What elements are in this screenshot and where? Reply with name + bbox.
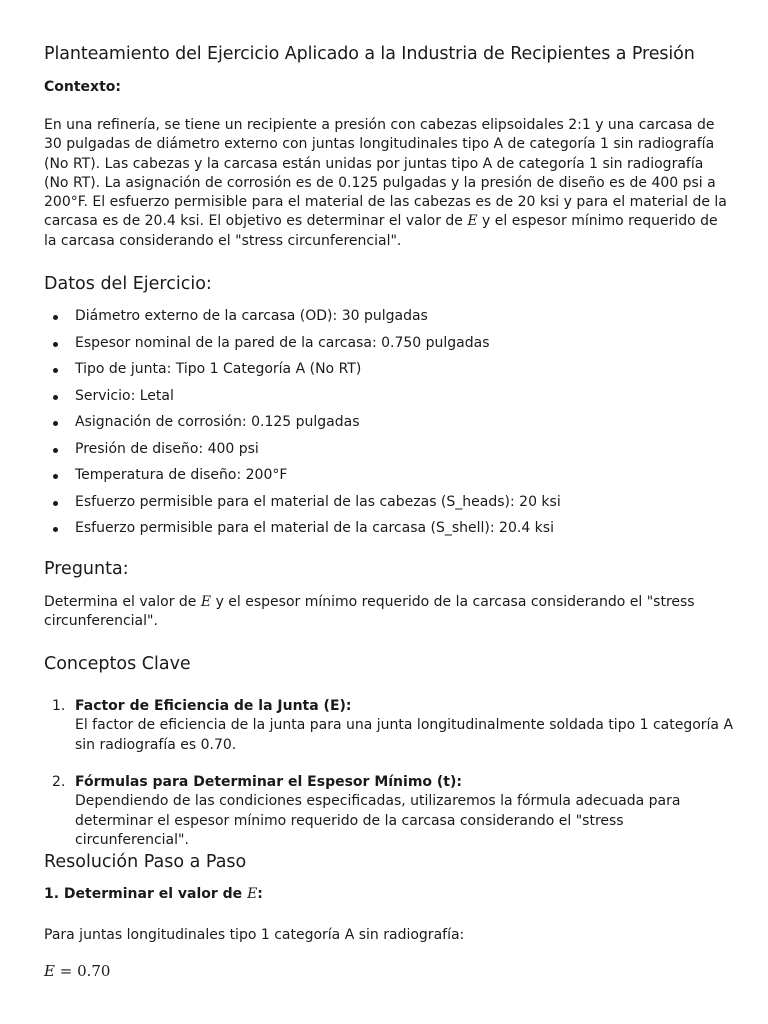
equation-value: 0.70 bbox=[77, 962, 111, 980]
list-item: Servicio: Letal bbox=[44, 385, 734, 412]
data-heading: Datos del Ejercicio: bbox=[44, 274, 212, 294]
step-1-colon: : bbox=[257, 886, 263, 902]
concept-text: Dependiendo de las condiciones especificadas, utilizaremos la fórmula adecuada para determinar el espesor mínimo requerido de la carcasa considerando el "stress circunferencial". bbox=[75, 793, 681, 848]
step-1-label: 1. Determinar el valor de bbox=[44, 886, 243, 902]
step-1-heading bbox=[44, 886, 263, 902]
symbol-e: E bbox=[200, 594, 212, 610]
context-label: Contexto: bbox=[44, 79, 121, 95]
symbol-e: E bbox=[467, 213, 478, 230]
data-list bbox=[44, 305, 734, 544]
list-item: Diámetro externo de la carcasa (OD): 30 pulgadas bbox=[44, 305, 734, 332]
question-heading: Pregunta: bbox=[44, 559, 129, 579]
question-text: Determina el valor de bbox=[44, 594, 197, 610]
list-item: Esfuerzo permisible para el material de las cabezas (S_heads): 20 ksi bbox=[44, 491, 734, 518]
question-paragraph bbox=[44, 593, 732, 632]
context-text-end: y el espesor mínimo requerido de la carcasa considerando el "stress circunferencial". bbox=[44, 213, 718, 249]
context-text: En una refinería, se tiene un recipiente a presión con cabezas elipsoidales 2:1 y una carcasa de 30 pulgadas de diámetro externo con juntas longitudinales tipo A de categoría 1 sin radiografía (No RT). Las cabezas y la carcasa están unidas por juntas tipo A de categoría 1 sin radiografía (No RT). La asignación de corrosión es de 0.125 pulgadas y la presión de diseño es de 400 psi a 200°F. El esfuerzo permisible para el material de las cabezas es de 20 ksi y para el material de la carcasa es de 20.4 ksi. El objetivo es determinar el valor de bbox=[44, 117, 727, 230]
list-item: Espesor nominal de la pared de la carcasa: 0.750 pulgadas bbox=[44, 332, 734, 359]
concepts-heading: Conceptos Clave bbox=[44, 654, 191, 674]
concept-number: 2. bbox=[52, 774, 66, 790]
concept-text: El factor de eficiencia de la junta para una junta longitudinalmente soldada tipo 1 categoría A sin radiografía es 0.70. bbox=[75, 717, 734, 753]
concept-title: Factor de Eficiencia de la Junta (E): bbox=[75, 698, 352, 714]
equation-sign: = bbox=[54, 962, 78, 980]
resolution-heading: Resolución Paso a Paso bbox=[44, 852, 247, 872]
list-item: Esfuerzo permisible para el material de la carcasa (S_shell): 20.4 ksi bbox=[44, 517, 734, 544]
concept-item bbox=[44, 697, 734, 755]
context-paragraph bbox=[44, 116, 732, 251]
concept-item bbox=[44, 773, 734, 850]
equation-symbol: E bbox=[44, 962, 55, 980]
concept-number: 1. bbox=[52, 698, 66, 714]
list-item: Presión de diseño: 400 psi bbox=[44, 438, 734, 465]
question-text-end: y el espesor mínimo requerido de la carcasa considerando el "stress circunferencial". bbox=[44, 594, 695, 630]
list-item: Tipo de junta: Tipo 1 Categoría A (No RT) bbox=[44, 358, 734, 385]
concept-title: Fórmulas para Determinar el Espesor Mínimo (t): bbox=[75, 774, 462, 790]
equation bbox=[44, 962, 110, 980]
symbol-e: E bbox=[247, 886, 258, 902]
document-title: Planteamiento del Ejercicio Aplicado a la Industria de Recipientes a Presión bbox=[44, 44, 695, 64]
list-item: Temperatura de diseño: 200°F bbox=[44, 464, 734, 491]
list-item: Asignación de corrosión: 0.125 pulgadas bbox=[44, 411, 734, 438]
step-1-intro: Para juntas longitudinales tipo 1 categoría A sin radiografía: bbox=[44, 927, 465, 943]
